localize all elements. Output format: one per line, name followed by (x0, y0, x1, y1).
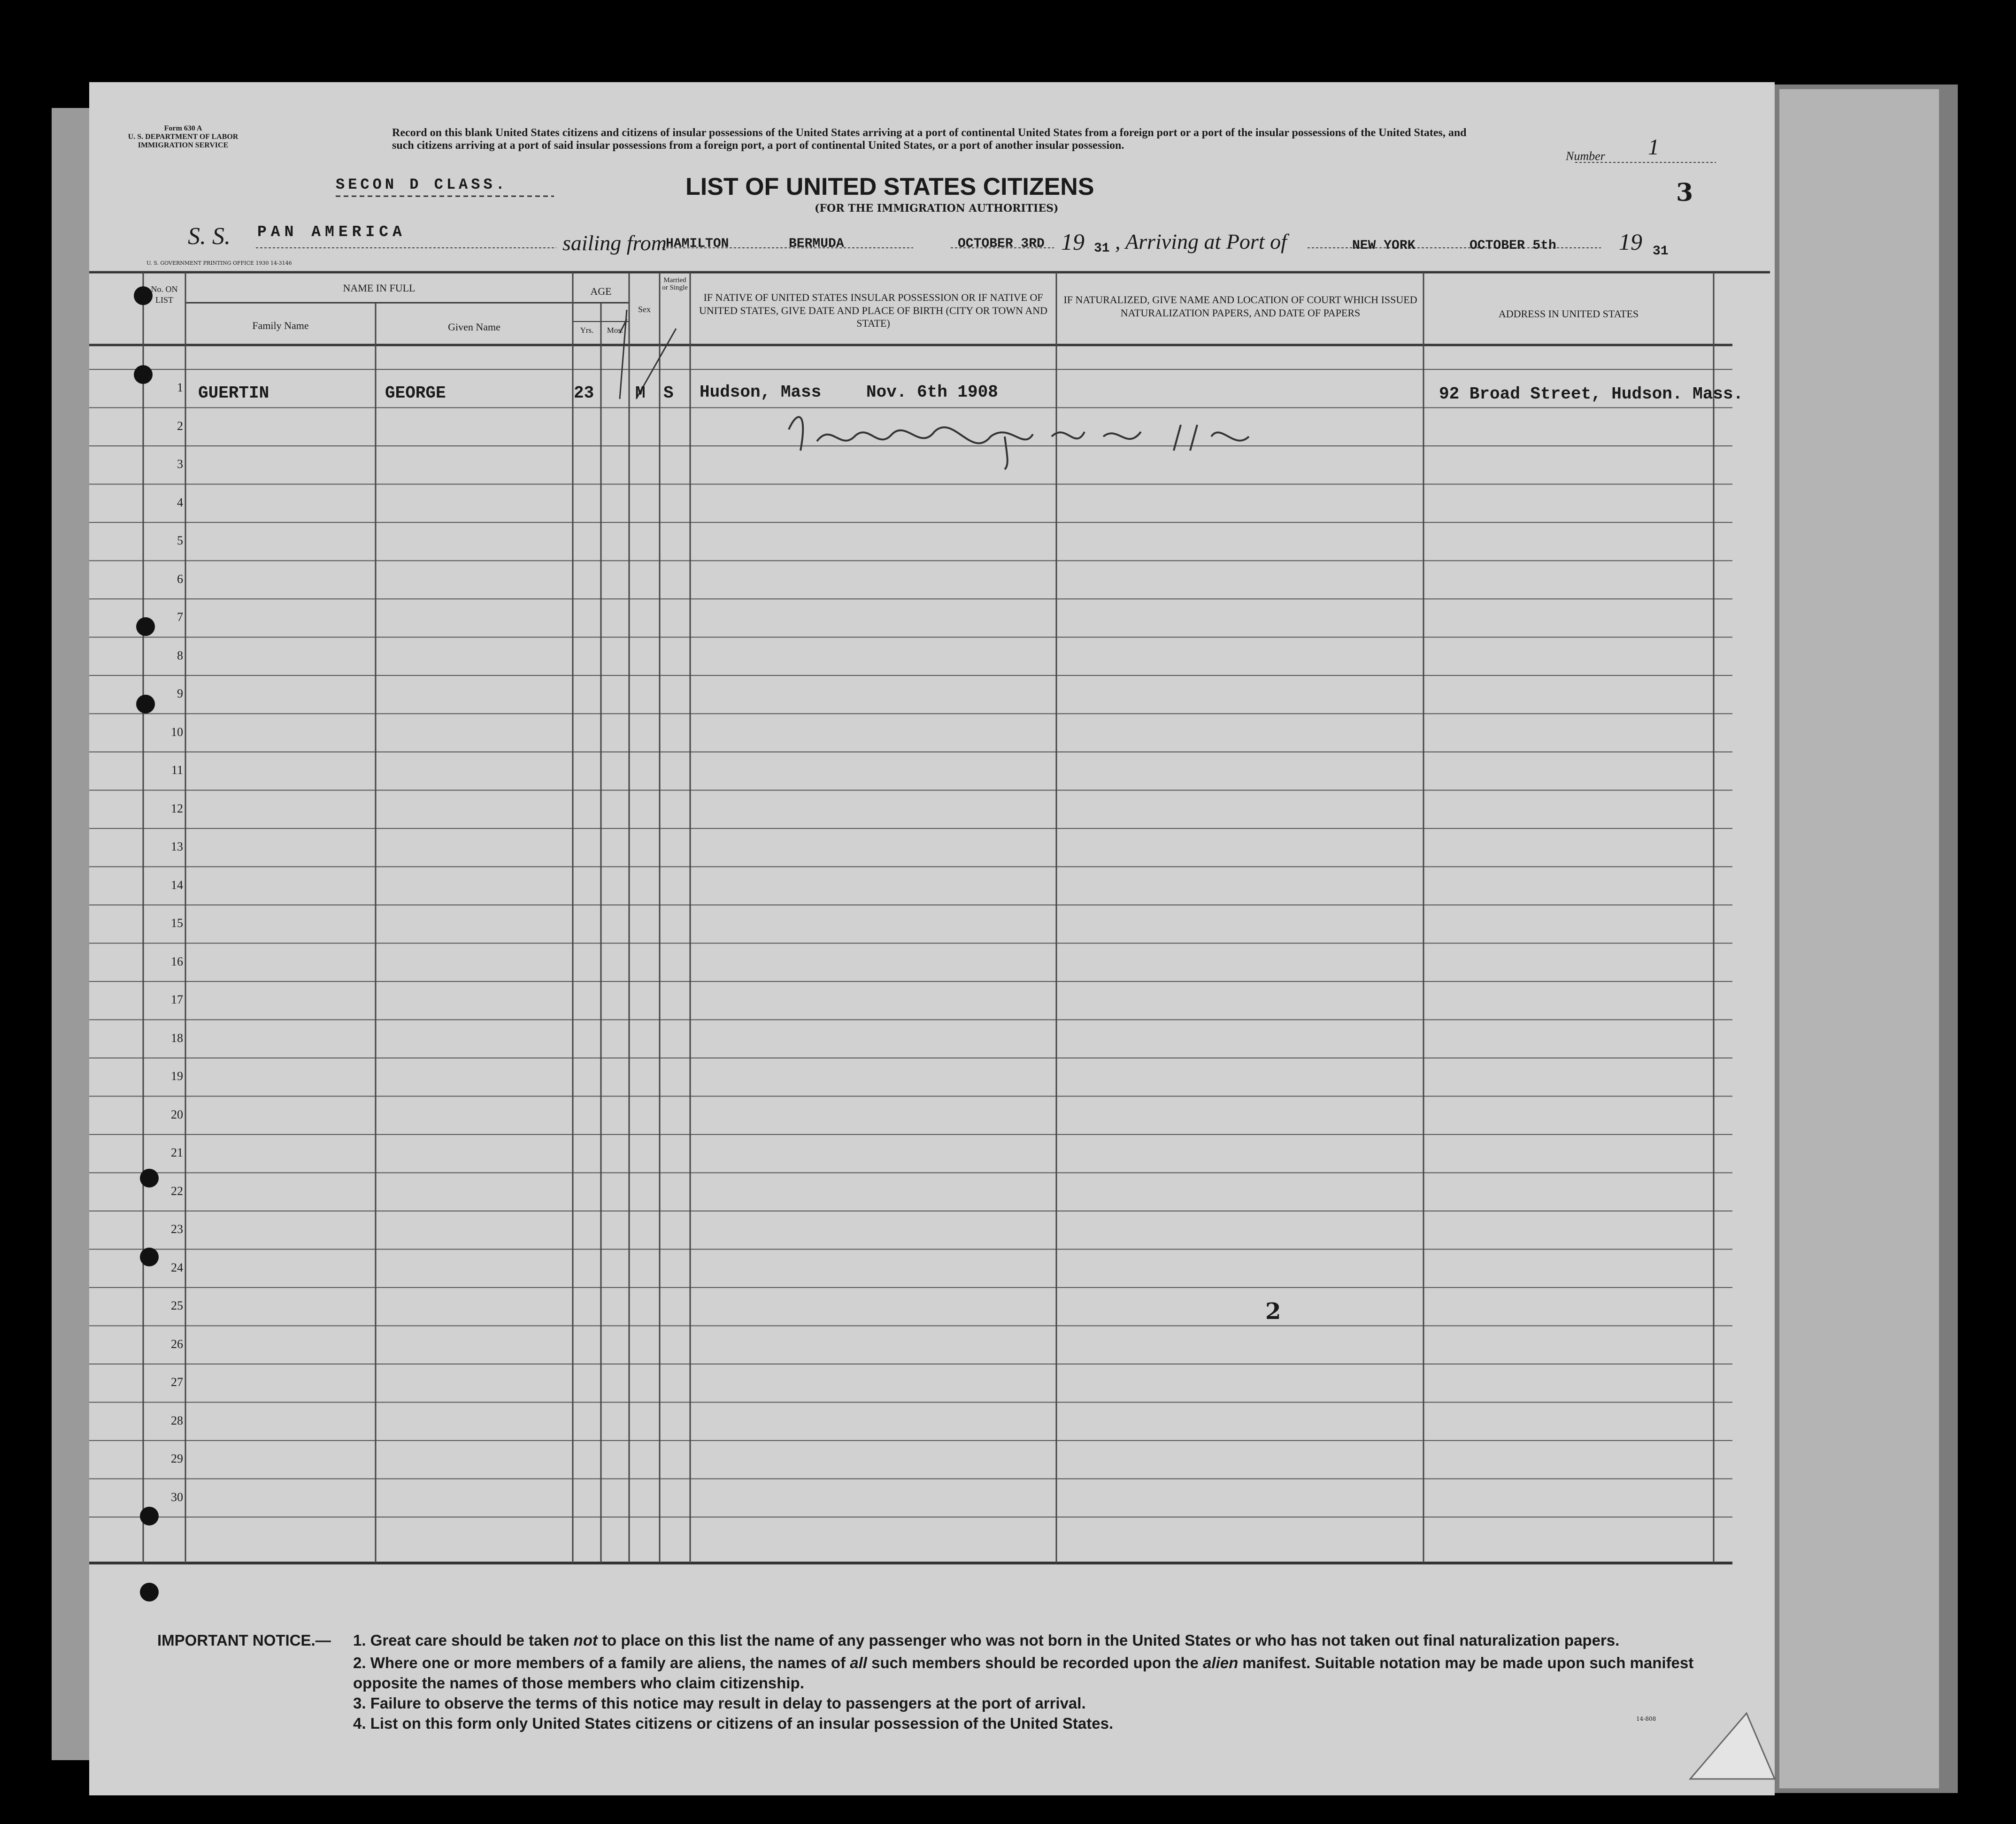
given-name-cell: GEORGE (385, 383, 446, 403)
col-birth: IF NATIVE OF UNITED STATES INSULAR POSSESSION OR IF NATIVE OF UNITED STATES, GIVE DATE AND PLACE OF BIRTH (CITY OR TOWN AND STATE) (699, 291, 1048, 329)
notice-item-4 (353, 1716, 1113, 1731)
row-number: 18 (171, 1031, 183, 1045)
row-number: 12 (171, 801, 183, 815)
number-label: Number (1566, 149, 1605, 163)
row-number: 10 (171, 725, 183, 739)
printer-mark: U. S. GOVERNMENT PRINTING OFFICE 1930 14-3146 (146, 260, 292, 266)
footer-code: 14-808 (1636, 1716, 1656, 1722)
col-no-on-list: No. ON LIST (151, 284, 178, 305)
notice-item-3-num: 3. (353, 1694, 366, 1712)
row-number: 15 (171, 916, 183, 930)
sail-year-prefix: 19 (1061, 229, 1085, 255)
notice-item-2 (353, 1653, 1715, 1694)
col-age: AGE (590, 285, 612, 297)
back-page-left (52, 108, 89, 1760)
form-number-line-1: Form 630 A (164, 124, 202, 132)
row-number: 27 (171, 1375, 183, 1389)
notice-item-2-pre: Where one or more members of a family are aliens, the names of (370, 1654, 850, 1671)
col-name-in-full: NAME IN FULL (343, 282, 416, 294)
row-number: 8 (177, 648, 183, 662)
col-address: ADDRESS IN UNITED STATES (1498, 308, 1639, 320)
from-country: BERMUDA (789, 237, 844, 251)
col-yrs: Yrs. (580, 326, 594, 335)
col-married-single: Married or Single (662, 276, 688, 291)
row-number: 19 (171, 1069, 183, 1083)
address-cell: 92 Broad Street, Hudson. Mass. (1439, 384, 1744, 404)
col-mos: Mos. (607, 326, 623, 335)
row-number: 16 (171, 954, 183, 968)
page-number: 3 (1676, 178, 1693, 207)
arrival-port: NEW YORK (1352, 238, 1416, 253)
row-number: 14 (171, 878, 183, 892)
notice-item-2-num: 2. (353, 1654, 366, 1671)
birthdate-cell: Nov. 6th 1908 (866, 383, 998, 402)
row-number: 1 (177, 381, 183, 394)
row-number: 3 (177, 457, 183, 471)
row-number: 30 (171, 1490, 183, 1504)
col-sex: Sex (638, 305, 651, 314)
handwritten-note (789, 413, 1200, 456)
form-sheet (89, 82, 1775, 1795)
col-naturalized: IF NATURALIZED, GIVE NAME AND LOCATION OF COURT WHICH ISSUED NATURALIZATION PAPERS, AND DATE OF PAPERS (1063, 294, 1417, 319)
row-number: 26 (171, 1337, 183, 1351)
form-number (127, 124, 239, 150)
stray-mark: 2 (1265, 1298, 1281, 1325)
arrival-year-prefix: 19 (1619, 229, 1642, 255)
number-value: 1 (1648, 135, 1659, 160)
notice-item-1-post: to place on this list the name of any passenger who was not born in the United States or who has not taken out final naturalization papers. (597, 1632, 1620, 1649)
notice-item-2-post2: manifest. Suitable notation may be made upon such manifest opposite the names of those members who claim citizenship. (353, 1654, 1694, 1692)
birthplace-cell: Hudson, Mass (700, 383, 822, 402)
age-years-cell: 23 (574, 383, 594, 403)
row-number: 29 (171, 1452, 183, 1465)
ship-name: PAN AMERICA (257, 223, 406, 241)
ss-label: S. S. (188, 223, 231, 250)
page-subtitle: (FOR THE IMMIGRATION AUTHORITIES) (815, 202, 1059, 215)
family-name-cell: GUERTIN (198, 383, 269, 403)
row-number: 24 (171, 1260, 183, 1274)
notice-item-1-pre: Great care should be taken (370, 1632, 574, 1649)
notice-item-2-em2: alien (1203, 1654, 1239, 1671)
notice-item-1 (353, 1632, 1619, 1648)
notice-item-2-post: such members should be recorded upon the (867, 1654, 1203, 1671)
row-number: 4 (177, 495, 183, 509)
sailing-label: sailing from (562, 231, 667, 255)
row-number: 6 (177, 572, 183, 586)
notice-item-3 (353, 1695, 1086, 1711)
row-number: 9 (177, 687, 183, 700)
row-number: 2 (177, 419, 183, 433)
row-number: 21 (171, 1146, 183, 1159)
page-title: LIST OF UNITED STATES CITIZENS (685, 173, 1094, 200)
notice-item-1-num: 1. (353, 1632, 366, 1649)
notice-item-2-em: all (850, 1654, 867, 1671)
notice-item-4-num: 4. (353, 1715, 366, 1732)
sail-date: OCTOBER 3RD (958, 237, 1045, 251)
arriving-label: , Arriving at Port of (1115, 230, 1287, 253)
notice-item-3-text: Failure to observe the terms of this notice may result in delay to passengers at the port of arrival. (370, 1694, 1086, 1712)
arrival-year: 31 (1653, 244, 1669, 259)
row-number: 7 (177, 610, 183, 624)
row-number: 13 (171, 840, 183, 853)
notice-item-4-text: List on this form only United States citizens or citizens of an insular possession of the United States. (370, 1715, 1114, 1732)
form-number-line-2: U. S. DEPARTMENT OF LABOR (128, 132, 239, 141)
row-number: 11 (171, 763, 183, 777)
row-number: 20 (171, 1107, 183, 1121)
row-number: 22 (171, 1184, 183, 1198)
class-label: SECON D CLASS. (336, 176, 508, 193)
marital-cell: S (663, 383, 674, 403)
col-given-name: Given Name (448, 321, 500, 333)
notice-heading: IMPORTANT NOTICE.— (157, 1632, 331, 1649)
row-number: 25 (171, 1299, 183, 1312)
col-family-name: Family Name (252, 320, 309, 331)
row-number: 17 (171, 993, 183, 1006)
arrival-date: OCTOBER 5th (1470, 238, 1556, 253)
row-number: 23 (171, 1222, 183, 1236)
sail-year: 31 (1094, 241, 1110, 256)
row-number: 28 (171, 1413, 183, 1427)
form-number-line-3: IMMIGRATION SERVICE (138, 141, 229, 149)
row-number: 5 (177, 534, 183, 547)
sex-cell: M (635, 383, 646, 403)
notice-item-1-em: not (573, 1632, 598, 1649)
form-instruction: Record on this blank United States citizens and citizens of insular possessions of the United States arriving at a port of continental United States from a foreign port or a port of the insular possessions of the United States, and such citizens arriving at a port of said insular possessions from a foreign port, a port of continental United States, or a port of another insular possession. (392, 127, 1467, 152)
from-port: HAMILTON (666, 237, 729, 251)
